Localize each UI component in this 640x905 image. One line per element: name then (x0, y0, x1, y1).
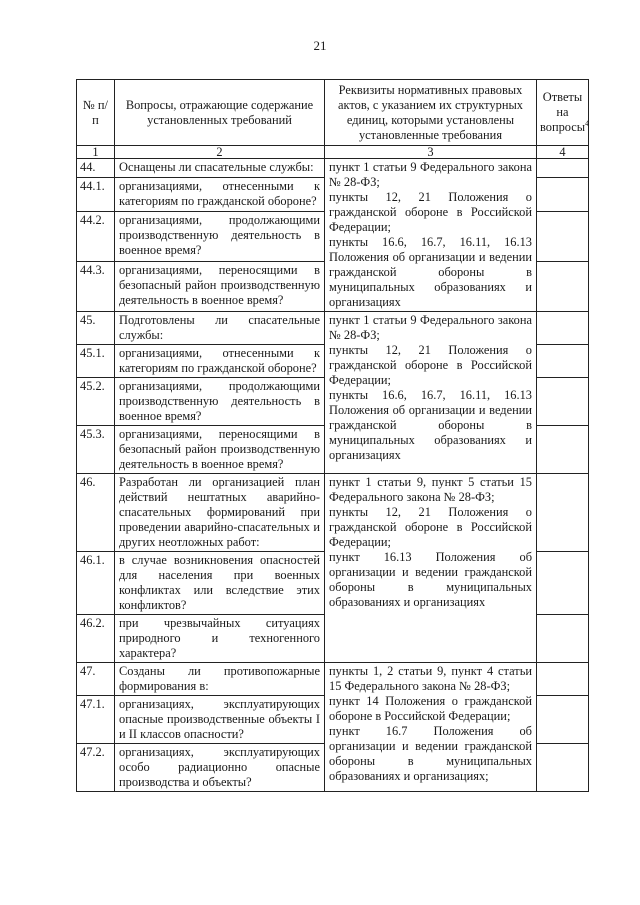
requirements-table (76, 79, 589, 792)
reference-line: пункты 12, 21 Положения о гражданской обороне в Российской Федерации; (329, 343, 532, 387)
answer-cell[interactable] (537, 744, 589, 792)
column-number-3: 3 (325, 146, 537, 159)
legal-reference (325, 474, 537, 663)
legal-reference (325, 159, 537, 312)
table-row (77, 663, 589, 696)
question-text: в случае возникновения опасностей для населения при военных конфликтах или вследствие этих конфликтов? (115, 552, 325, 615)
answer-cell[interactable] (537, 663, 589, 696)
question-text: организациями, отнесенными к категориям по гражданской обороне? (115, 177, 325, 211)
reference-line: пункты 1, 2 статьи 9, пункт 4 статьи 15 Федерального закона № 28-ФЗ; (329, 664, 532, 693)
row-number: 44.2. (77, 212, 115, 262)
column-number-4: 4 (537, 146, 589, 159)
reference-line: пункт 16.7 Положения об организации и ведении гражданской обороны в муниципальных образованиях и организациях; (329, 724, 532, 783)
row-number: 47.1. (77, 696, 115, 744)
reference-line: пункты 12, 21 Положения о гражданской обороне в Российской Федерации; (329, 505, 532, 549)
question-text: Разработан ли организацией план действий нештатных аварийно-спасательных формирований при проведении аварийно-спасательных и других неотложных работ: (115, 474, 325, 552)
row-number: 45.3. (77, 426, 115, 474)
header-answers-label: Ответы на вопросы (540, 90, 586, 134)
row-number: 44. (77, 159, 115, 178)
reference-line: пункты 16.6, 16.7, 16.11, 16.13 Положения об организации и ведении гражданской обороны в муниципальных образованиях и организациях (329, 235, 532, 309)
header-num: № п/п (77, 80, 115, 146)
question-text: организациях, эксплуатирующих особо радиационно опасные производства и объекты? (115, 744, 325, 792)
reference-line: пункт 1 статьи 9 Федерального закона № 28-ФЗ; (329, 313, 532, 342)
question-text: организациями, переносящими в безопасный район производственную деятельность в военное время? (115, 262, 325, 312)
answer-cell[interactable] (537, 426, 589, 474)
answer-cell[interactable] (537, 312, 589, 345)
question-text: Подготовлены ли спасательные службы: (115, 312, 325, 345)
reference-line: пункты 16.6, 16.7, 16.11, 16.13 Положения об организации и ведении гражданской обороны в муниципальных образованиях и организациях (329, 388, 532, 462)
row-number: 46.1. (77, 552, 115, 615)
answer-cell[interactable] (537, 552, 589, 615)
reference-line: пункт 1 статьи 9, пункт 5 статьи 15 Федерального закона № 28-ФЗ; (329, 475, 532, 504)
reference-line: пункты 12, 21 Положения о гражданской обороне в Российской Федерации; (329, 190, 532, 234)
row-number: 45. (77, 312, 115, 345)
reference-line: пункт 14 Положения о гражданской обороне в Российской Федерации; (329, 694, 532, 723)
row-number: 44.3. (77, 262, 115, 312)
reference-line: пункт 1 статьи 9 Федерального закона № 28-ФЗ; (329, 160, 532, 189)
answer-cell[interactable] (537, 378, 589, 426)
answer-cell[interactable] (537, 696, 589, 744)
footnote-marker: 4 (585, 118, 590, 128)
column-number-2: 2 (115, 146, 325, 159)
column-number-1: 1 (77, 146, 115, 159)
answer-cell[interactable] (537, 262, 589, 312)
row-number: 46. (77, 474, 115, 552)
question-text: организациями, продолжающими производственную деятельность в военное время? (115, 378, 325, 426)
question-text: организациями, переносящими в безопасный район производственную деятельность в военное время? (115, 426, 325, 474)
question-text: организациями, продолжающими производственную деятельность в военное время? (115, 212, 325, 262)
row-number: 47. (77, 663, 115, 696)
row-number: 45.2. (77, 378, 115, 426)
page-number: 21 (313, 38, 327, 53)
header-questions: Вопросы, отражающие содержание установленных требований (115, 80, 325, 146)
question-text: Созданы ли противопожарные формирования в: (115, 663, 325, 696)
table-row (77, 159, 589, 178)
column-numbers-row (77, 146, 589, 159)
header-answers (537, 80, 589, 146)
reference-line: пункт 16.13 Положения об организации и ведении гражданской обороны в муниципальных образованиях и организациях (329, 550, 532, 609)
answer-cell[interactable] (537, 474, 589, 552)
row-number: 44.1. (77, 177, 115, 211)
table-header-row (77, 80, 589, 146)
answer-cell[interactable] (537, 212, 589, 262)
answer-cell[interactable] (537, 345, 589, 378)
table-row (77, 474, 589, 552)
row-number: 47.2. (77, 744, 115, 792)
row-number: 46.2. (77, 615, 115, 663)
question-text: организациях, эксплуатирующих опасные производственные объекты I и II классов опасности? (115, 696, 325, 744)
answer-cell[interactable] (537, 159, 589, 178)
answer-cell[interactable] (537, 615, 589, 663)
row-number: 45.1. (77, 345, 115, 378)
table-row (77, 312, 589, 345)
legal-reference (325, 312, 537, 474)
question-text: организациями, отнесенными к категориям по гражданской обороне? (115, 345, 325, 378)
legal-reference (325, 663, 537, 792)
question-text: при чрезвычайных ситуациях природного и техногенного характера? (115, 615, 325, 663)
answer-cell[interactable] (537, 177, 589, 211)
header-refs: Реквизиты нормативных правовых актов, с указанием их структурных единиц, которыми установлены установленные требования (325, 80, 537, 146)
question-text: Оснащены ли спасательные службы: (115, 159, 325, 178)
